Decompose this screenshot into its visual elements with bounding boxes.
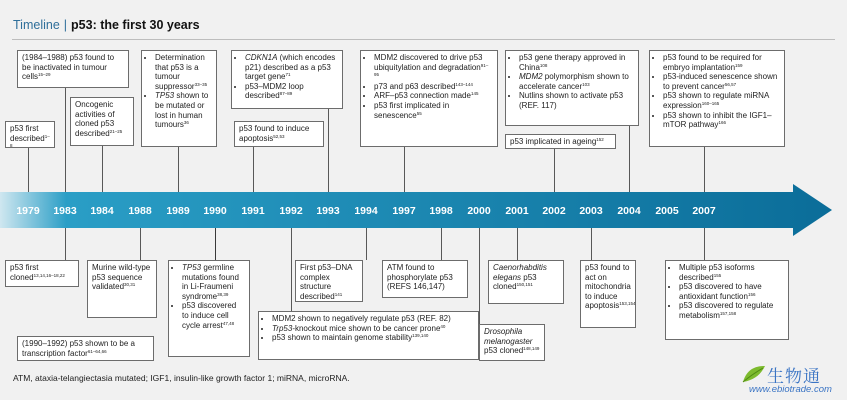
event-list [236, 53, 338, 101]
year-label-2001: 2001 [505, 205, 529, 217]
event-text: p53 shown to regulate miRNA expression [663, 91, 769, 110]
event-list [173, 263, 245, 330]
event-box-2007-above [649, 50, 785, 147]
event-item [239, 124, 319, 143]
event-text: p53 discovered to induce cell cycle arrest [182, 301, 237, 330]
reference-superscript: 145 [470, 91, 479, 97]
reference-superscript: 143–144 [455, 81, 473, 87]
year-label-2003: 2003 [579, 205, 603, 217]
year-label-1990: 1990 [203, 205, 227, 217]
event-list-item [663, 91, 780, 110]
event-box-1979-above [5, 121, 55, 148]
reference-superscript: 55 [416, 110, 422, 116]
title-separator: | [63, 18, 68, 32]
reference-superscript: 141 [334, 291, 343, 297]
year-label-1998: 1998 [429, 205, 453, 217]
event-list-item [679, 282, 784, 301]
event-text: p53 first cloned [10, 263, 39, 282]
reference-superscript: 139,140 [412, 333, 429, 339]
year-label-1989: 1989 [166, 205, 190, 217]
event-text: MDM2 shown to negatively regulate p53 (REF. 82) [272, 314, 451, 323]
year-label-2004: 2004 [617, 205, 641, 217]
reference-superscript: 15–29 [38, 72, 51, 78]
year-label-1994: 1994 [354, 205, 378, 217]
event-item [585, 263, 636, 311]
event-box-1989-above [141, 50, 217, 147]
year-label-1997: 1997 [392, 205, 416, 217]
event-list-item [679, 263, 784, 282]
event-text: Determination that p53 is a tumour suppressor [155, 53, 205, 91]
year-label-1983: 1983 [53, 205, 77, 217]
event-list-item [519, 53, 634, 72]
event-box-1988-below [87, 260, 157, 318]
event-box-2004-above [505, 50, 639, 126]
event-item [22, 53, 124, 82]
event-list [670, 263, 784, 321]
year-label-1979: 1979 [16, 205, 40, 217]
event-list-item [519, 91, 634, 110]
reference-superscript: 157,158 [719, 310, 737, 316]
event-text: (1984–1988) p53 found to be inactivated in tumour cells [22, 53, 115, 82]
event-item [10, 124, 50, 153]
reference-superscript: 56,57 [724, 81, 737, 87]
event-list-item [182, 263, 245, 301]
event-box-2005-below [665, 260, 789, 340]
event-text: p53 shown to inhibit the IGF1–mTOR pathway [663, 110, 772, 130]
event-text: Murine wild-type p53 sequence validated [92, 263, 151, 292]
reference-superscript: 103 [582, 81, 590, 87]
event-list-item [374, 91, 493, 101]
event-list-item [155, 91, 212, 129]
event-box-1983-below [5, 260, 79, 287]
event-list-item [374, 53, 493, 82]
event-item [493, 263, 559, 292]
event-item [484, 327, 540, 356]
event-text: -knockout mice shown to be cancer prone [292, 323, 441, 333]
event-list-item [245, 82, 338, 101]
reference-superscript: 71 [285, 72, 291, 78]
event-box-2003-below [580, 260, 636, 328]
event-text: ATM found to phosphorylate p53 (REFS 146,147) [387, 263, 453, 292]
event-list-item [663, 53, 780, 72]
reference-superscript: 1–8 [10, 133, 50, 149]
reference-superscript: 156 [747, 291, 756, 297]
event-list-item [272, 333, 474, 343]
event-text: p53 discovered to have antioxidant function [679, 282, 762, 301]
event-list [654, 53, 780, 130]
reference-superscript: 155 [713, 272, 722, 278]
event-list [365, 53, 493, 120]
event-item [300, 263, 358, 301]
reference-superscript: 30,31 [124, 282, 136, 288]
event-text: p53 found to act on mitochondria to induce apoptosis [585, 263, 631, 311]
event-text: p53 shown to maintain genome stability [272, 333, 413, 343]
event-list [510, 53, 634, 111]
event-box-2001-below [488, 260, 564, 304]
reference-superscript: 36 [183, 120, 189, 126]
event-box-1984-88-above [17, 50, 129, 88]
event-box-1998-below [382, 260, 468, 298]
logo-watermark [735, 362, 847, 400]
event-list-item [272, 314, 474, 324]
event-text: p53 found to be required for embryo implantation [663, 53, 762, 72]
event-text: TP53 [182, 263, 202, 272]
event-text: p53 cloned [484, 346, 524, 356]
year-label-1992: 1992 [279, 205, 303, 217]
logo-url-text: www.ebiotrade.com [749, 384, 832, 395]
event-text: p53 gene therapy approved in China [519, 53, 626, 72]
event-text: MDM2 [519, 72, 543, 82]
event-text: germline mutations found in Li-Fraumeni syndrome [182, 263, 239, 301]
year-label-2002: 2002 [542, 205, 566, 217]
reference-superscript: 166 [718, 120, 726, 126]
event-list-item [272, 324, 474, 334]
year-label-1991: 1991 [241, 205, 265, 217]
event-text: First p53–DNA complex structure described [300, 263, 353, 301]
event-text: Nutlins shown to activate p53 (REF. 117) [519, 91, 624, 110]
year-label-2007: 2007 [692, 205, 716, 217]
year-label-2005: 2005 [655, 205, 679, 217]
event-box-1992-above [231, 50, 343, 109]
event-text: TP53 [155, 91, 175, 101]
year-label-2000: 2000 [467, 205, 491, 217]
event-text: p53-induced senescence shown to prevent cancer [663, 72, 778, 91]
reference-superscript: 150,151 [516, 282, 533, 288]
event-list-item [374, 101, 493, 120]
event-text: Oncogenic activities of cloned p53 described [75, 100, 115, 138]
event-box-1990-92-below [17, 336, 154, 361]
event-box-1990-below [168, 260, 250, 357]
event-text: p53 first implicated in senescence [374, 100, 450, 120]
event-item [387, 263, 463, 292]
event-item [75, 100, 129, 138]
reference-superscript: 40 [440, 323, 446, 329]
title-prefix: Timeline [13, 18, 60, 32]
event-text: p53 discovered to regulate metabolism [679, 301, 774, 320]
event-list [146, 53, 212, 130]
event-item [10, 263, 74, 282]
footnote: ATM, ataxia-telangiectasia mutated; IGF1, insulin-like growth factor 1; miRNA, microRNA. [13, 373, 350, 383]
event-list-item [679, 301, 784, 320]
reference-superscript: 91–95 [374, 62, 489, 78]
event-text: polymorphism shown to accelerate cancer [519, 72, 629, 91]
event-box-2002-above [505, 134, 616, 149]
event-text: p73 and p63 described [374, 81, 456, 91]
event-text: (1990–1992) p53 shown to be a transcription factor [22, 339, 135, 358]
reference-superscript: 159 [735, 62, 743, 68]
reference-superscript: 33–35 [194, 81, 208, 87]
leaf-icon [741, 364, 767, 384]
event-box-1997-above [360, 50, 498, 147]
logo-chinese-text: 生物通 [767, 367, 821, 386]
event-text: p53 found to induce apoptosis [239, 124, 310, 143]
event-text: CDKN1A [245, 53, 278, 62]
year-label-1988: 1988 [128, 205, 152, 217]
event-text: (which encodes p21) described as a p53 target gene [245, 53, 336, 82]
reference-superscript: 153,154 [619, 301, 636, 307]
event-box-1988-above [70, 97, 134, 146]
event-text: shown to be mutated or lost in human tumours [155, 91, 209, 130]
event-list-item [182, 301, 245, 330]
event-list-item [155, 53, 212, 91]
reference-superscript: 21–25 [109, 128, 123, 134]
reference-superscript: 13,14,16–18,22 [33, 272, 65, 278]
reference-superscript: 87–89 [279, 91, 293, 97]
year-label-1984: 1984 [90, 205, 114, 217]
event-item [510, 137, 611, 147]
event-list-item [245, 53, 338, 82]
reference-superscript: 38,39 [217, 291, 229, 297]
event-text: Caenorhabditis elegans [493, 263, 547, 282]
event-text: ARF–p53 connection made [374, 91, 471, 101]
event-text: p53 implicated in ageing [510, 137, 597, 146]
event-text: p53 cloned [493, 272, 537, 292]
event-text: Multiple p53 isoforms described [679, 263, 755, 282]
event-box-1994-below [295, 260, 363, 302]
reference-superscript: 47,48 [222, 320, 235, 326]
reference-superscript: 108 [539, 62, 548, 68]
event-box-2000-below [479, 324, 545, 361]
reference-superscript: 52,53 [273, 133, 285, 139]
event-list-item [663, 72, 780, 91]
event-text: p53 first described [10, 124, 45, 143]
event-list-item [663, 111, 780, 130]
event-text: Trp53 [272, 323, 293, 333]
reference-superscript: 160–165 [701, 100, 720, 106]
event-text: MDM2 discovered to drive p53 ubiquitylation and degradation [374, 53, 483, 72]
event-box-1991-above [234, 121, 324, 147]
reference-superscript: 148,149 [523, 346, 540, 352]
event-item [22, 339, 149, 358]
event-text: p53–MDM2 loop described [245, 81, 304, 101]
event-item [92, 263, 152, 292]
title-main: p53: the first 30 years [71, 18, 200, 32]
event-text: Drosophila melanogaster [484, 327, 533, 346]
year-label-1993: 1993 [316, 205, 340, 217]
reference-superscript: 61–64,66 [87, 348, 107, 354]
event-list-item [519, 72, 634, 91]
event-list-item [374, 82, 493, 92]
event-list [263, 314, 474, 343]
event-box-1992-below [258, 311, 479, 360]
reference-superscript: 152 [596, 137, 604, 142]
